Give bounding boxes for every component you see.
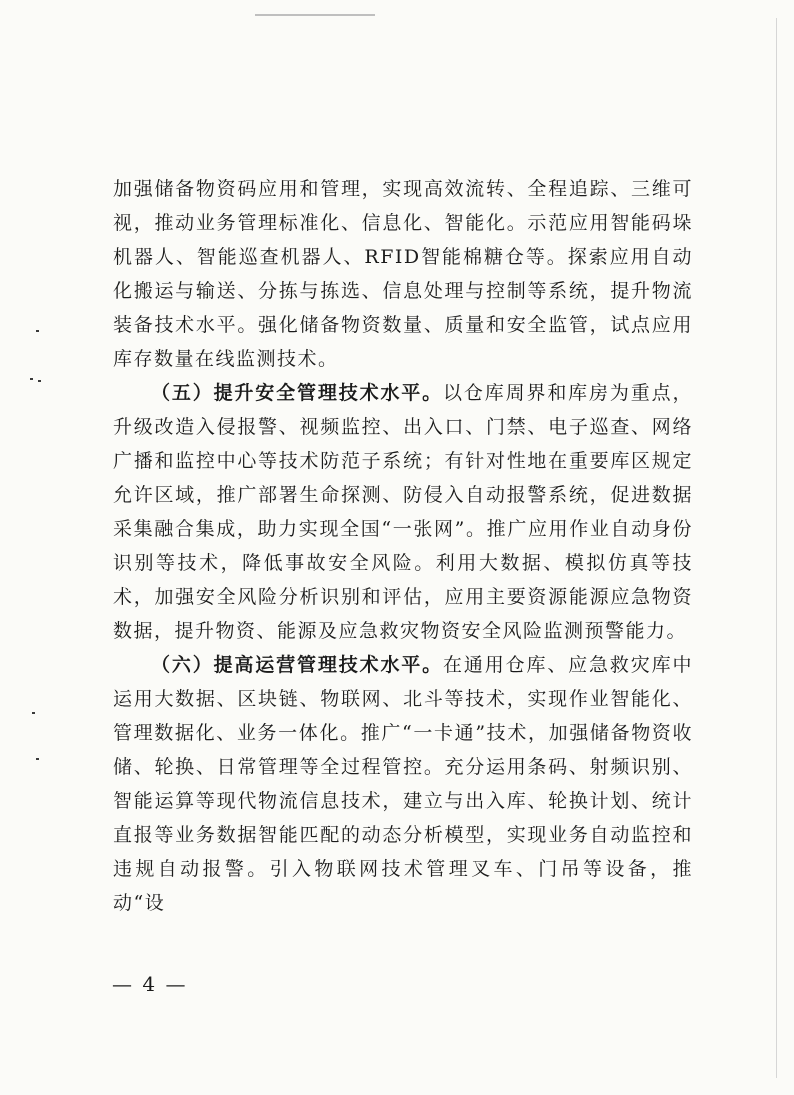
scan-mark [30, 378, 33, 380]
paragraph-heading: （六）提高运营管理技术水平。 [151, 654, 444, 676]
paragraph-text: 加强储备物资码应用和管理，实现高效流转、全程追踪、三维可视，推动业务管理标准化、信息化、智能化。示范应用智能码垛机器人、智能巡查机器人、RFID智能棉糖仓等。探索应用自动化搬运与输送、分拣与拣选、信息处理与控制等系统，提升物流装备技术水平。强化储备物资数量、质量和安全监管，试点应用库存数量在线监测技术。 [113, 178, 693, 370]
page-number: — 4 — [112, 972, 188, 996]
scan-edge-line [776, 18, 777, 1078]
scan-mark [36, 330, 39, 332]
paragraph-continued [113, 172, 693, 376]
scan-mark [32, 712, 35, 714]
paragraph-heading: （五）提升安全管理技术水平。 [151, 382, 444, 404]
document-body [113, 172, 693, 920]
scan-mark [38, 380, 41, 382]
paragraph-text: 以仓库周界和库房为重点，升级改造入侵报警、视频监控、出入口、门禁、电子巡查、网络广播和监控中心等技术防范子系统；有针对性地在重要库区规定允许区域，推广部署生命探测、防侵入自动报警系统，促进数据采集融合集成，助力实现全国“一张网”。推广应用作业自动身份识别等技术，降低事故安全风险。利用大数据、模拟仿真等技术，加强安全风险分析识别和评估，应用主要资源能源应急物资数据，提升物资、能源及应急救灾物资安全风险监测预警能力。 [113, 382, 693, 642]
scan-top-rule [255, 14, 375, 16]
paragraph-safety-management [113, 376, 693, 648]
paragraph-text: 在通用仓库、应急救灾库中运用大数据、区块链、物联网、北斗等技术，实现作业智能化、管理数据化、业务一体化。推广“一卡通”技术，加强储备物资收储、轮换、日常管理等全过程管控。充分运用条码、射频识别、智能运算等现代物流信息技术，建立与出入库、轮换计划、统计直报等业务数据智能匹配的动态分析模型，实现业务自动监控和违规自动报警。引入物联网技术管理叉车、门吊等设备，推动“设 [113, 654, 693, 914]
paragraph-operations-management [113, 648, 693, 920]
scan-mark [36, 758, 39, 760]
